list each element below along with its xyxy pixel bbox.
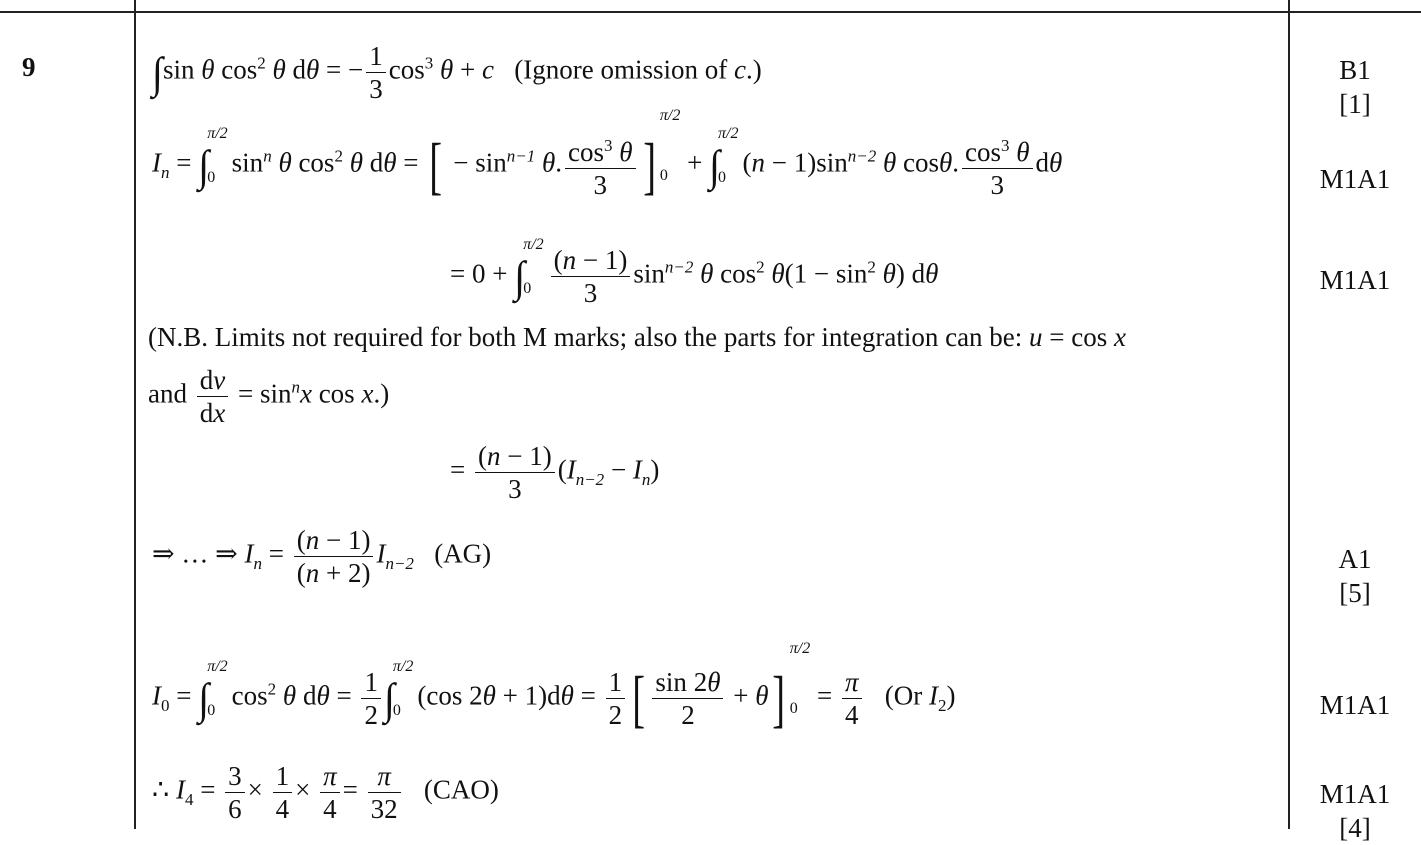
note-and: and [148, 378, 187, 409]
ag-label: (AG) [434, 538, 492, 569]
ignore-note-c: c [733, 54, 746, 85]
note-end: .) [373, 378, 390, 409]
solution-line-2: $I_n$ = ∫ π/2 0 $\sin^n \theta$ $\cos^2 \theta$ dθ = [ − $\sin^{n-1} \theta$. $\frac{\cos^3 \theta}{3}$ ] π/2 0 + ∫ π/2 0 $(n - 1)\sin^{n-2}$ θ cosθ. $\frac{\cos^3 \theta}{3}$ dθ [152, 106, 1063, 201]
or-i2-close: ) [946, 680, 956, 711]
column-divider-right [1288, 0, 1290, 829]
note-x2: x [299, 378, 312, 409]
note-n: n [291, 377, 300, 397]
or-i2-open: (Or [884, 680, 929, 711]
note-x: x [1114, 322, 1126, 352]
note-text: (N.B. Limits not required for both M marks; also the parts for integration can be: [148, 322, 1030, 352]
solution-line-3: = 0 + ∫ π/2 0 $\frac{(n - 1)}{3}$ $\sin^{n-2} \theta$ $\cos^2 \theta(1 - \sin^2 \theta)$ dθ [450, 235, 939, 308]
solution-line-5: ⇒ … ⇒ $I_n$ = $\frac{(n - 1)}{(n + 2)}$ $I_{n-2}$ (AG) [152, 525, 492, 588]
mark-b1: B1 [1339, 55, 1371, 85]
mark-total-4: [4] [1339, 813, 1371, 843]
column-divider-left [134, 0, 136, 829]
ignore-note: (Ignore omission of [514, 54, 734, 85]
solution-line-1: ∫sin θ $\cos^2 \theta$ dθ = − $\frac{1}{3}$ $\cos^3 \theta + c$ (Ignore omission of c.) [152, 41, 762, 104]
note-eq: = cos [1042, 322, 1115, 352]
note-cos: cos [311, 378, 362, 409]
mark-total-5: [5] [1339, 578, 1371, 608]
table-top-border [0, 11, 1421, 13]
question-number: 9 [22, 52, 36, 82]
mark-m1a1-b: M1A1 [1319, 265, 1391, 295]
or-i2-sub: 2 [937, 696, 947, 716]
cao-label: (CAO) [423, 774, 499, 805]
mark-m1a1-c: M1A1 [1319, 690, 1391, 720]
mark-m1a1-d: M1A1 [1319, 779, 1391, 809]
mark-a1: A1 [1338, 544, 1372, 574]
solution-line-4: = $\frac{(n - 1)}{3}$ $(I_{n-2} - I_n)$ [450, 441, 660, 504]
solution-line-7: ∴ $I_4$ = $\frac{3}{6}$ × $\frac{1}{4}$ × $\frac{\pi}{4}$ = $\frac{\pi}{32}$ (CAO) [152, 761, 499, 824]
solution-line-6: $I_0$ = ∫ π/2 0 $\cos^2 \theta$ dθ = $\frac{1}{2}$ ∫ π/2 0 (cos 2θ + 1)dθ = $\frac{1}{2}$ [ $\frac{\sin 2\theta}{2}$ + θ] π/2 0 = $\frac{\pi}{4}$ (Or $I_2$) [152, 639, 956, 734]
note-x3: x [361, 378, 374, 409]
mark-total-1: [1] [1339, 89, 1371, 119]
note-tail: = sin [231, 378, 292, 409]
ignore-note-end: .) [745, 54, 762, 85]
note-u: u [1029, 322, 1043, 352]
mark-m1a1-a: M1A1 [1319, 164, 1391, 194]
note-line-1 [148, 322, 1126, 353]
note-line-2: and $\frac{dv}{dx}$ = $\sin^nx$ cos x.) [148, 365, 390, 428]
